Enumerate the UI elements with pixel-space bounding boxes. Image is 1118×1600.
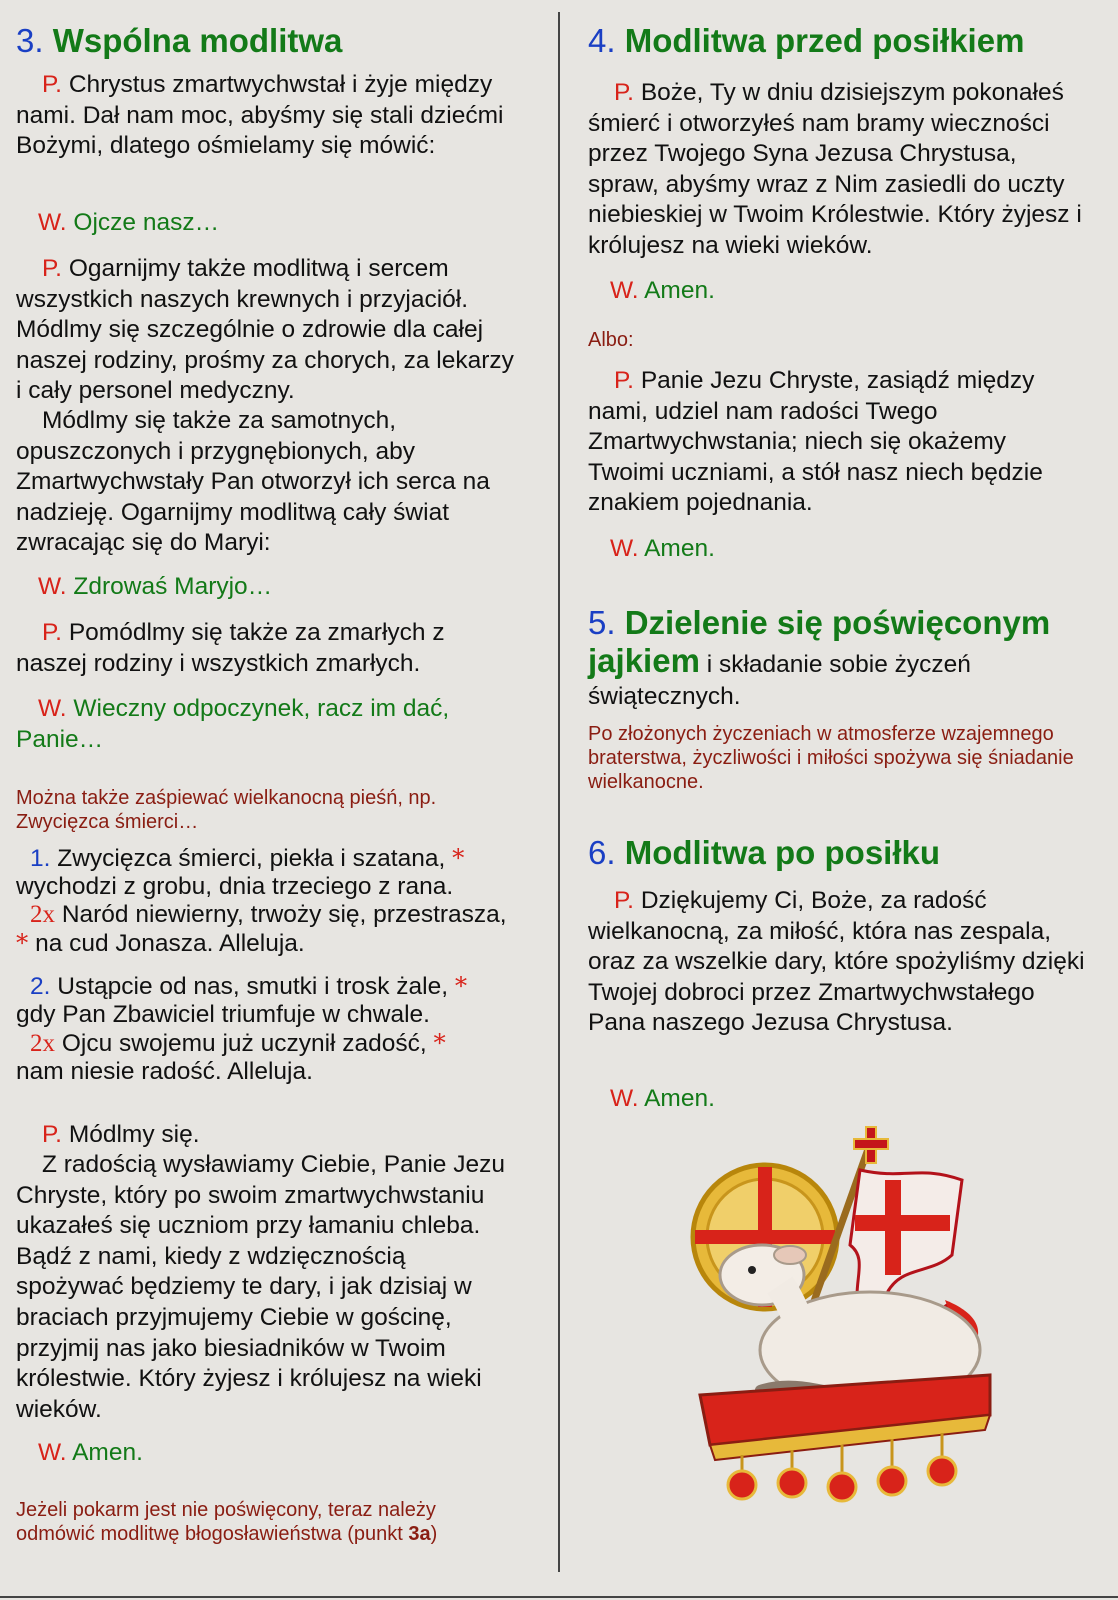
response-text: Amen. <box>644 535 715 562</box>
asterisk-mark: * <box>16 928 29 957</box>
priest-mark: P. <box>614 887 634 914</box>
hymn-text: na cud Jonasza. Alleluja. <box>35 930 305 957</box>
prayer-text: Módlmy się. <box>68 1121 200 1148</box>
verse-number: 2. <box>30 973 51 1000</box>
hymn-text: Ustąpcie od nas, smutki i trosk żale, <box>57 973 449 1000</box>
bottom-rule <box>0 1596 1118 1598</box>
response-mark: W. <box>38 695 67 722</box>
priest-mark: P. <box>42 1121 62 1148</box>
rubric-note: Można także zaśpiewać wielkanocną pieśń, np. Zwycięzca śmierci… <box>16 787 437 833</box>
prayer-text: Ogarnijmy także modlitwą i sercem wszystkich naszych krewnych i przyjaciół. Módlmy się szczególnie o zdrowie dla całej naszej rodziny, prośmy za chorych, za lekarzy i cały personel medyczny. <box>16 255 514 405</box>
hymn-line: gdy Pan Zbawiciel triumfuje w chwale. <box>16 1001 430 1028</box>
response <box>16 572 272 603</box>
hymn-text: Ojcu swojemu już uczynił zadość, <box>61 1030 427 1057</box>
response-mark: W. <box>38 209 67 236</box>
hymn-line <box>16 929 526 958</box>
priest-mark: P. <box>42 71 62 98</box>
priest-prayer <box>588 78 1093 262</box>
response-mark: W. <box>38 573 67 600</box>
repeat-mark: 2x <box>30 901 55 928</box>
response <box>588 534 715 565</box>
response-mark: W. <box>610 277 639 304</box>
lamb-ear <box>774 1246 806 1264</box>
paschal-lamb-image <box>690 1125 1000 1510</box>
rubric-text: Jeżeli pokarm jest nie poświęcony, teraz należy odmówić modlitwę błogosławieństwa (punkt <box>16 1499 436 1545</box>
prayer-text: Pomódlmy się także za zmarłych z naszej rodziny i wszystkich zmarłych. <box>16 619 445 677</box>
lamb-eye <box>748 1266 756 1274</box>
response-mark: W. <box>610 1085 639 1112</box>
prayer-paragraph: Módlmy się także za samotnych, opuszczonych i przygnębionych, aby Zmartwychwstały Pan otworzył ich serca na nadzieję. Ogarnijmy modlitwą cały świat zwracając się do Maryi: <box>16 407 490 557</box>
response-text: Ojcze nasz… <box>73 209 220 236</box>
hymn-line: nam niesie radość. Alleluja. <box>16 1058 313 1085</box>
priest-mark: P. <box>42 619 62 646</box>
section-3-heading <box>16 22 342 60</box>
section-5-heading <box>588 604 1098 713</box>
hymn-line: wychodzi z grobu, dnia trzeciego z rana. <box>16 873 454 900</box>
section-title: jajkiem <box>588 642 700 679</box>
prayer-paragraph: Z radością wysławiamy Ciebie, Panie Jezu Chryste, który po swoim zmartwychwstaniu ukazałeś się uczniom przy łamaniu chleba. Bądź z nami, kiedy z wdzięcznością spożywać będziemy te dary, i jak dzisiaj w braciach przyjmujemy Ciebie w gościnę, przyjmij nas jako biesiadników w Twoim królestwie. Który żyjesz i królujesz na wieki wieków. <box>16 1151 505 1423</box>
section-6-heading <box>588 834 940 872</box>
hymn-text: Naród niewierny, trwoży się, przestrasza, <box>61 901 507 928</box>
staff-cross <box>854 1139 888 1149</box>
repeat-mark: 2x <box>30 1030 55 1057</box>
response-text: Wieczny odpoczynek, racz im dać, Panie… <box>16 695 450 753</box>
priest-mark: P. <box>42 255 62 282</box>
section-number: 5. <box>588 604 616 641</box>
response <box>16 208 219 239</box>
section-title-line <box>588 642 1098 713</box>
section-title: Modlitwa po posiłku <box>624 834 941 871</box>
asterisk-mark: * <box>433 1028 446 1057</box>
priest-prayer <box>16 254 521 407</box>
section-title-line <box>588 604 1098 642</box>
response <box>588 1084 715 1115</box>
rubric-ref: 3a <box>408 1523 431 1545</box>
hymn-text: Zwycięzca śmierci, piekła i szatana, <box>57 845 446 872</box>
rubric-text: ) <box>430 1523 438 1545</box>
response-text: Amen. <box>644 277 715 304</box>
response-text: Amen. <box>72 1439 143 1466</box>
column-divider <box>558 12 560 1572</box>
response-text: Amen. <box>644 1085 715 1112</box>
prayer-text: Boże, Ty w dniu dzisiejszym pokonałeś śmierć i otworzyłeś nam bramy wieczności przez Twojego Syna Jezusa Chrystusa, spraw, abyśmy wraz z Nim zasiedli do uczty niebieskiej w Twoim Królestwie. Który żyjesz i królujesz na wieki wieków. <box>588 79 1082 259</box>
asterisk-mark: * <box>452 843 465 872</box>
priest-mark: P. <box>614 79 634 106</box>
section-title: Wspólna modlitwa <box>52 22 343 59</box>
response-text: Zdrowaś Maryjo… <box>73 573 273 600</box>
prayer-text: Dziękujemy Ci, Boże, za radość wielkanocną, za miłość, która nas zespala, oraz za wszelkie dary, które spożyliśmy dzięki Twojej dobroci przez Zmartwychwstałego Pana naszego Jezusa Chrystusa. <box>588 887 1085 1037</box>
prayer-text: Chrystus zmartwychwstał i żyje między nami. Dał nam moc, abyśmy się stali dziećmi Bożymi, dlatego ośmielamy się mówić: <box>16 71 504 160</box>
asterisk-mark: * <box>454 971 468 1000</box>
response <box>588 276 715 307</box>
section-4-heading <box>588 22 1098 60</box>
hymn-line <box>16 901 526 929</box>
rubric-note <box>16 1498 506 1546</box>
priest-mark: P. <box>614 367 634 394</box>
section-subtitle: i składanie sobie życzeń świątecznych. <box>588 651 971 710</box>
response-mark: W. <box>610 535 639 562</box>
priest-prayer <box>16 1120 200 1151</box>
hymn-line <box>16 1029 526 1058</box>
section-title: Modlitwa przed posiłkiem <box>624 22 1025 59</box>
halo-cross <box>695 1230 835 1244</box>
banner-cross <box>855 1215 950 1231</box>
verse-number: 1. <box>30 845 51 872</box>
hymn-verse-1 <box>16 844 526 958</box>
prayer-text: Panie Jezu Chryste, zasiądź między nami, udziel nam radości Twego Zmartwychwstania; niech się okażemy Twoimi uczniami, a stół nasz niech będzie znakiem pojednania. <box>588 367 1043 517</box>
hymn-verse-2 <box>16 972 526 1086</box>
section-number: 6. <box>588 834 616 871</box>
priest-prayer <box>16 70 516 162</box>
response <box>16 1438 143 1469</box>
section-title: Dzielenie się poświęconym <box>624 604 1051 641</box>
hymn-line <box>16 972 526 1001</box>
hymn-line <box>16 844 526 873</box>
priest-prayer <box>588 886 1093 1039</box>
priest-prayer <box>588 366 1088 519</box>
section-number: 3. <box>16 22 44 59</box>
rubric-note: Albo: <box>588 329 634 351</box>
response-mark: W. <box>38 1439 67 1466</box>
priest-prayer <box>16 618 506 679</box>
rubric-note: Po złożonych życzeniach w atmosferze wzajemnego braterstwa, życzliwości i miłości spożywa się śniadanie wielkanocne. <box>588 723 1074 793</box>
section-number: 4. <box>588 22 616 59</box>
response <box>16 694 506 755</box>
